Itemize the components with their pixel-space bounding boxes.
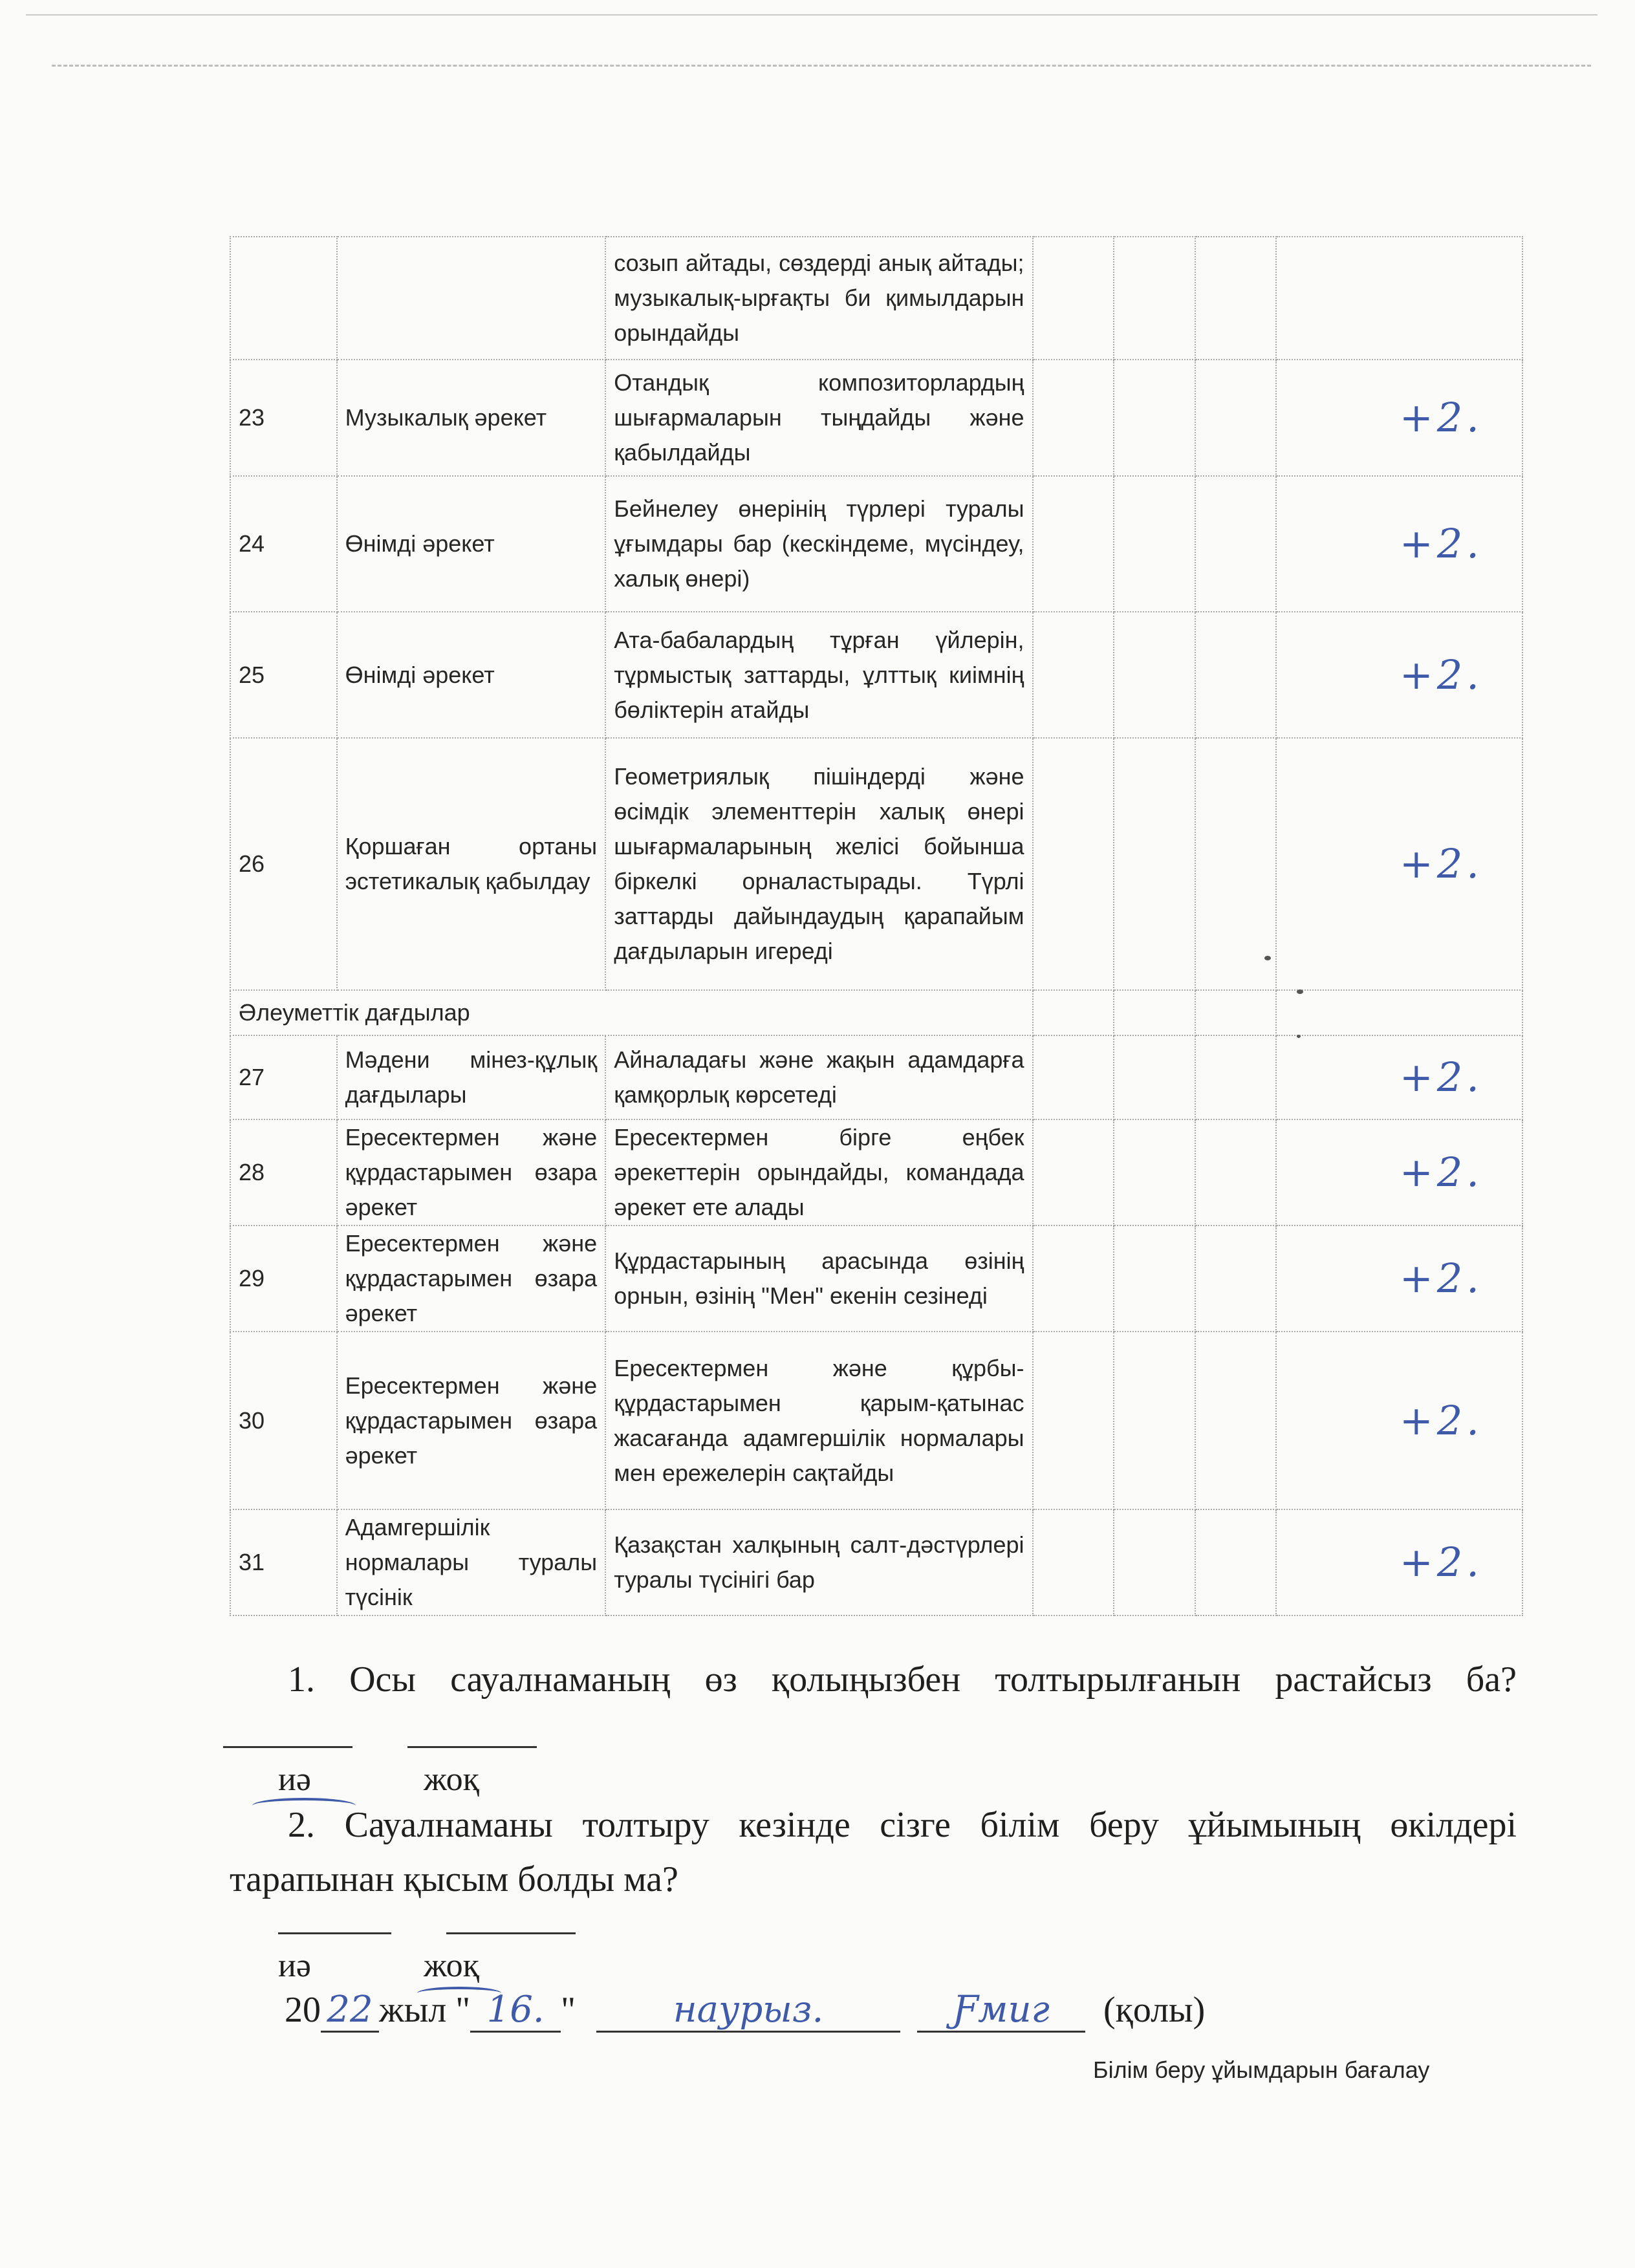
row-number: 29 bbox=[230, 1226, 337, 1332]
question-2: 2. Сауалнаманы толтыру кезінде сізге білім беру ұйымының өкілдері тарапынан қысым болды ма? bbox=[230, 1805, 1517, 1899]
score-cell bbox=[1276, 237, 1522, 360]
score-cell bbox=[1276, 612, 1522, 738]
q2-no-line bbox=[446, 1932, 576, 1934]
empty-cell bbox=[1033, 237, 1114, 360]
skill-area: Ересектермен және құрдастарымен өзара әрекет bbox=[337, 1332, 606, 1509]
row-number: 23 bbox=[230, 360, 337, 476]
skill-description: созып айтады, сөздерді анық айтады; музыкалық-ырғақты би қимылдарын орындайды bbox=[605, 237, 1032, 360]
handwritten-score: +2. bbox=[1399, 1396, 1483, 1444]
q1-no-option[interactable]: жоқ bbox=[424, 1761, 479, 1798]
quote-close: " bbox=[561, 1990, 576, 2030]
handwritten-score: +2. bbox=[1399, 651, 1483, 698]
table-row bbox=[230, 476, 1522, 612]
empty-cell bbox=[1114, 1119, 1195, 1226]
table-row bbox=[230, 237, 1522, 360]
empty-cell bbox=[1195, 360, 1277, 476]
empty-cell bbox=[1114, 1035, 1195, 1119]
skill-area: Қоршаған ортаны эстетикалық қабылдау bbox=[337, 738, 606, 990]
skill-area: Мәдени мінез-құлық дағдылары bbox=[337, 1035, 606, 1119]
scan-speck bbox=[1297, 989, 1303, 994]
skill-area: Ересектермен және құрдастарымен өзара әрекет bbox=[337, 1119, 606, 1226]
handwritten-score: +2. bbox=[1399, 1149, 1483, 1196]
scan-edge-line bbox=[26, 14, 1597, 16]
empty-cell bbox=[1114, 476, 1195, 612]
section-title: Әлеуметтік дағдылар bbox=[230, 990, 1033, 1035]
empty-cell bbox=[1033, 1035, 1114, 1119]
row-number: 30 bbox=[230, 1332, 337, 1509]
q2-yes-line bbox=[278, 1932, 391, 1934]
empty-cell bbox=[1033, 612, 1114, 738]
skill-description: Отандық композиторлардың шығармаларын тыңдайды және қабылдайды bbox=[605, 360, 1032, 476]
q2-yes-option[interactable]: иә bbox=[278, 1947, 311, 1984]
handwritten-score: +2. bbox=[1399, 520, 1483, 567]
empty-cell bbox=[1195, 237, 1277, 360]
q2-no-option[interactable]: жоқ bbox=[424, 1947, 479, 1984]
empty-cell bbox=[1114, 738, 1195, 990]
row-number: 25 bbox=[230, 612, 337, 738]
signature-label: (қолы) bbox=[1103, 1990, 1206, 2030]
question-1: 1. Осы сауалнаманың өз қолыңызбен толтырылғанын растайсыз ба? bbox=[288, 1659, 1517, 1700]
section-row bbox=[230, 990, 1522, 1035]
empty-cell bbox=[1114, 360, 1195, 476]
empty-cell bbox=[1195, 1332, 1277, 1509]
skill-area: Музыкалық әрекет bbox=[337, 360, 606, 476]
empty-cell bbox=[1195, 612, 1277, 738]
empty-cell bbox=[1114, 1509, 1195, 1615]
month-handwritten[interactable]: наурыз. bbox=[596, 1989, 900, 2033]
empty-cell bbox=[1033, 1119, 1114, 1226]
table-row bbox=[230, 1332, 1522, 1509]
score-cell bbox=[1276, 1035, 1522, 1119]
handwritten-score: +2. bbox=[1399, 394, 1483, 441]
footer-note: Білім беру ұйымдарын бағалау bbox=[1093, 2057, 1430, 2083]
day-handwritten[interactable]: 16. bbox=[470, 1989, 561, 2033]
year-prefix: 20 bbox=[285, 1990, 321, 2030]
score-cell bbox=[1276, 1332, 1522, 1509]
table-row bbox=[230, 1509, 1522, 1615]
row-number: 26 bbox=[230, 738, 337, 990]
skill-description: Бейнелеу өнерінің түрлері туралы ұғымдары бар (кескіндеме, мүсіндеу, халық өнері) bbox=[605, 476, 1032, 612]
handwritten-score: +2. bbox=[1399, 840, 1483, 887]
q1-yes-option[interactable]: иә bbox=[278, 1761, 311, 1798]
year-handwritten[interactable]: 22 bbox=[321, 1989, 379, 2033]
skill-area bbox=[337, 237, 606, 360]
empty-cell bbox=[1033, 1509, 1114, 1615]
skill-area: Ересектермен және құрдастарымен өзара әрекет bbox=[337, 1226, 606, 1332]
q1-no-line bbox=[407, 1746, 537, 1748]
empty-cell bbox=[1114, 612, 1195, 738]
score-cell bbox=[1276, 1226, 1522, 1332]
skill-description: Геометриялық пішіндерді және өсімдік элементтерін халық өнері шығармаларының желісі бойынша біркелкі орналастырады. Түрлі заттарды дайындаудың қарапайым дағдыларын игереді bbox=[605, 738, 1032, 990]
empty-cell bbox=[1033, 1332, 1114, 1509]
score-cell bbox=[1276, 360, 1522, 476]
year-word: жыл " bbox=[379, 1990, 471, 2030]
scan-speck bbox=[1264, 956, 1271, 960]
handwritten-score: +2. bbox=[1399, 1539, 1483, 1586]
empty-cell bbox=[1195, 1509, 1277, 1615]
table-row bbox=[230, 1226, 1522, 1332]
empty-cell bbox=[1195, 1035, 1277, 1119]
skill-description: Ересектермен бірге еңбек әрекеттерін орындайды, командада әрекет ете алады bbox=[605, 1119, 1032, 1226]
empty-cell bbox=[1195, 1119, 1277, 1226]
handwritten-score: +2. bbox=[1399, 1255, 1483, 1302]
score-cell bbox=[1276, 1509, 1522, 1615]
signature-handwritten[interactable]: Ƒмиг bbox=[917, 1989, 1085, 2033]
row-number: 31 bbox=[230, 1509, 337, 1615]
date-signature-line bbox=[285, 1989, 1205, 2033]
table-row bbox=[230, 738, 1522, 990]
empty-cell bbox=[1033, 476, 1114, 612]
table-row bbox=[230, 1119, 1522, 1226]
q1-yes-line bbox=[223, 1746, 352, 1748]
empty-cell bbox=[1033, 1226, 1114, 1332]
skill-description: Құрдастарының арасында өзінің орнын, өзінің "Мен" екенін сезінеді bbox=[605, 1226, 1032, 1332]
empty-cell bbox=[1033, 360, 1114, 476]
skill-area: Өнімді әрекет bbox=[337, 612, 606, 738]
empty-cell bbox=[1033, 738, 1114, 990]
score-cell bbox=[1276, 1119, 1522, 1226]
skill-description: Айналадағы және жақын адамдарға қамқорлық көрсетеді bbox=[605, 1035, 1032, 1119]
table-row bbox=[230, 1035, 1522, 1119]
empty-cell bbox=[1195, 476, 1277, 612]
empty-cell bbox=[1195, 738, 1277, 990]
row-number: 27 bbox=[230, 1035, 337, 1119]
skills-table bbox=[230, 236, 1523, 1616]
empty-cell bbox=[1114, 237, 1195, 360]
handwritten-score: +2. bbox=[1399, 1053, 1483, 1101]
row-number: 28 bbox=[230, 1119, 337, 1226]
scan-speck bbox=[1297, 1035, 1301, 1038]
empty-cell bbox=[1195, 1226, 1277, 1332]
skill-description: Қазақстан халқының салт-дәстүрлері туралы түсінігі бар bbox=[605, 1509, 1032, 1615]
score-cell bbox=[1276, 476, 1522, 612]
scan-dash-line bbox=[52, 65, 1591, 67]
skill-area: Адамгершілік нормалары туралы түсінік bbox=[337, 1509, 606, 1615]
skill-area: Өнімді әрекет bbox=[337, 476, 606, 612]
row-number bbox=[230, 237, 337, 360]
skill-description: Ересектермен және құрбы-құрдастарымен қарым-қатынас жасағанда адамгершілік нормалары мен ережелерін сақтайды bbox=[605, 1332, 1032, 1509]
table-row bbox=[230, 360, 1522, 476]
score-cell bbox=[1276, 738, 1522, 990]
empty-cell bbox=[1114, 1332, 1195, 1509]
skill-description: Ата-бабалардың тұрған үйлерін, тұрмыстық заттарды, ұлттық киімнің бөліктерін атайды bbox=[605, 612, 1032, 738]
empty-cell bbox=[1114, 1226, 1195, 1332]
table-row bbox=[230, 612, 1522, 738]
row-number: 24 bbox=[230, 476, 337, 612]
